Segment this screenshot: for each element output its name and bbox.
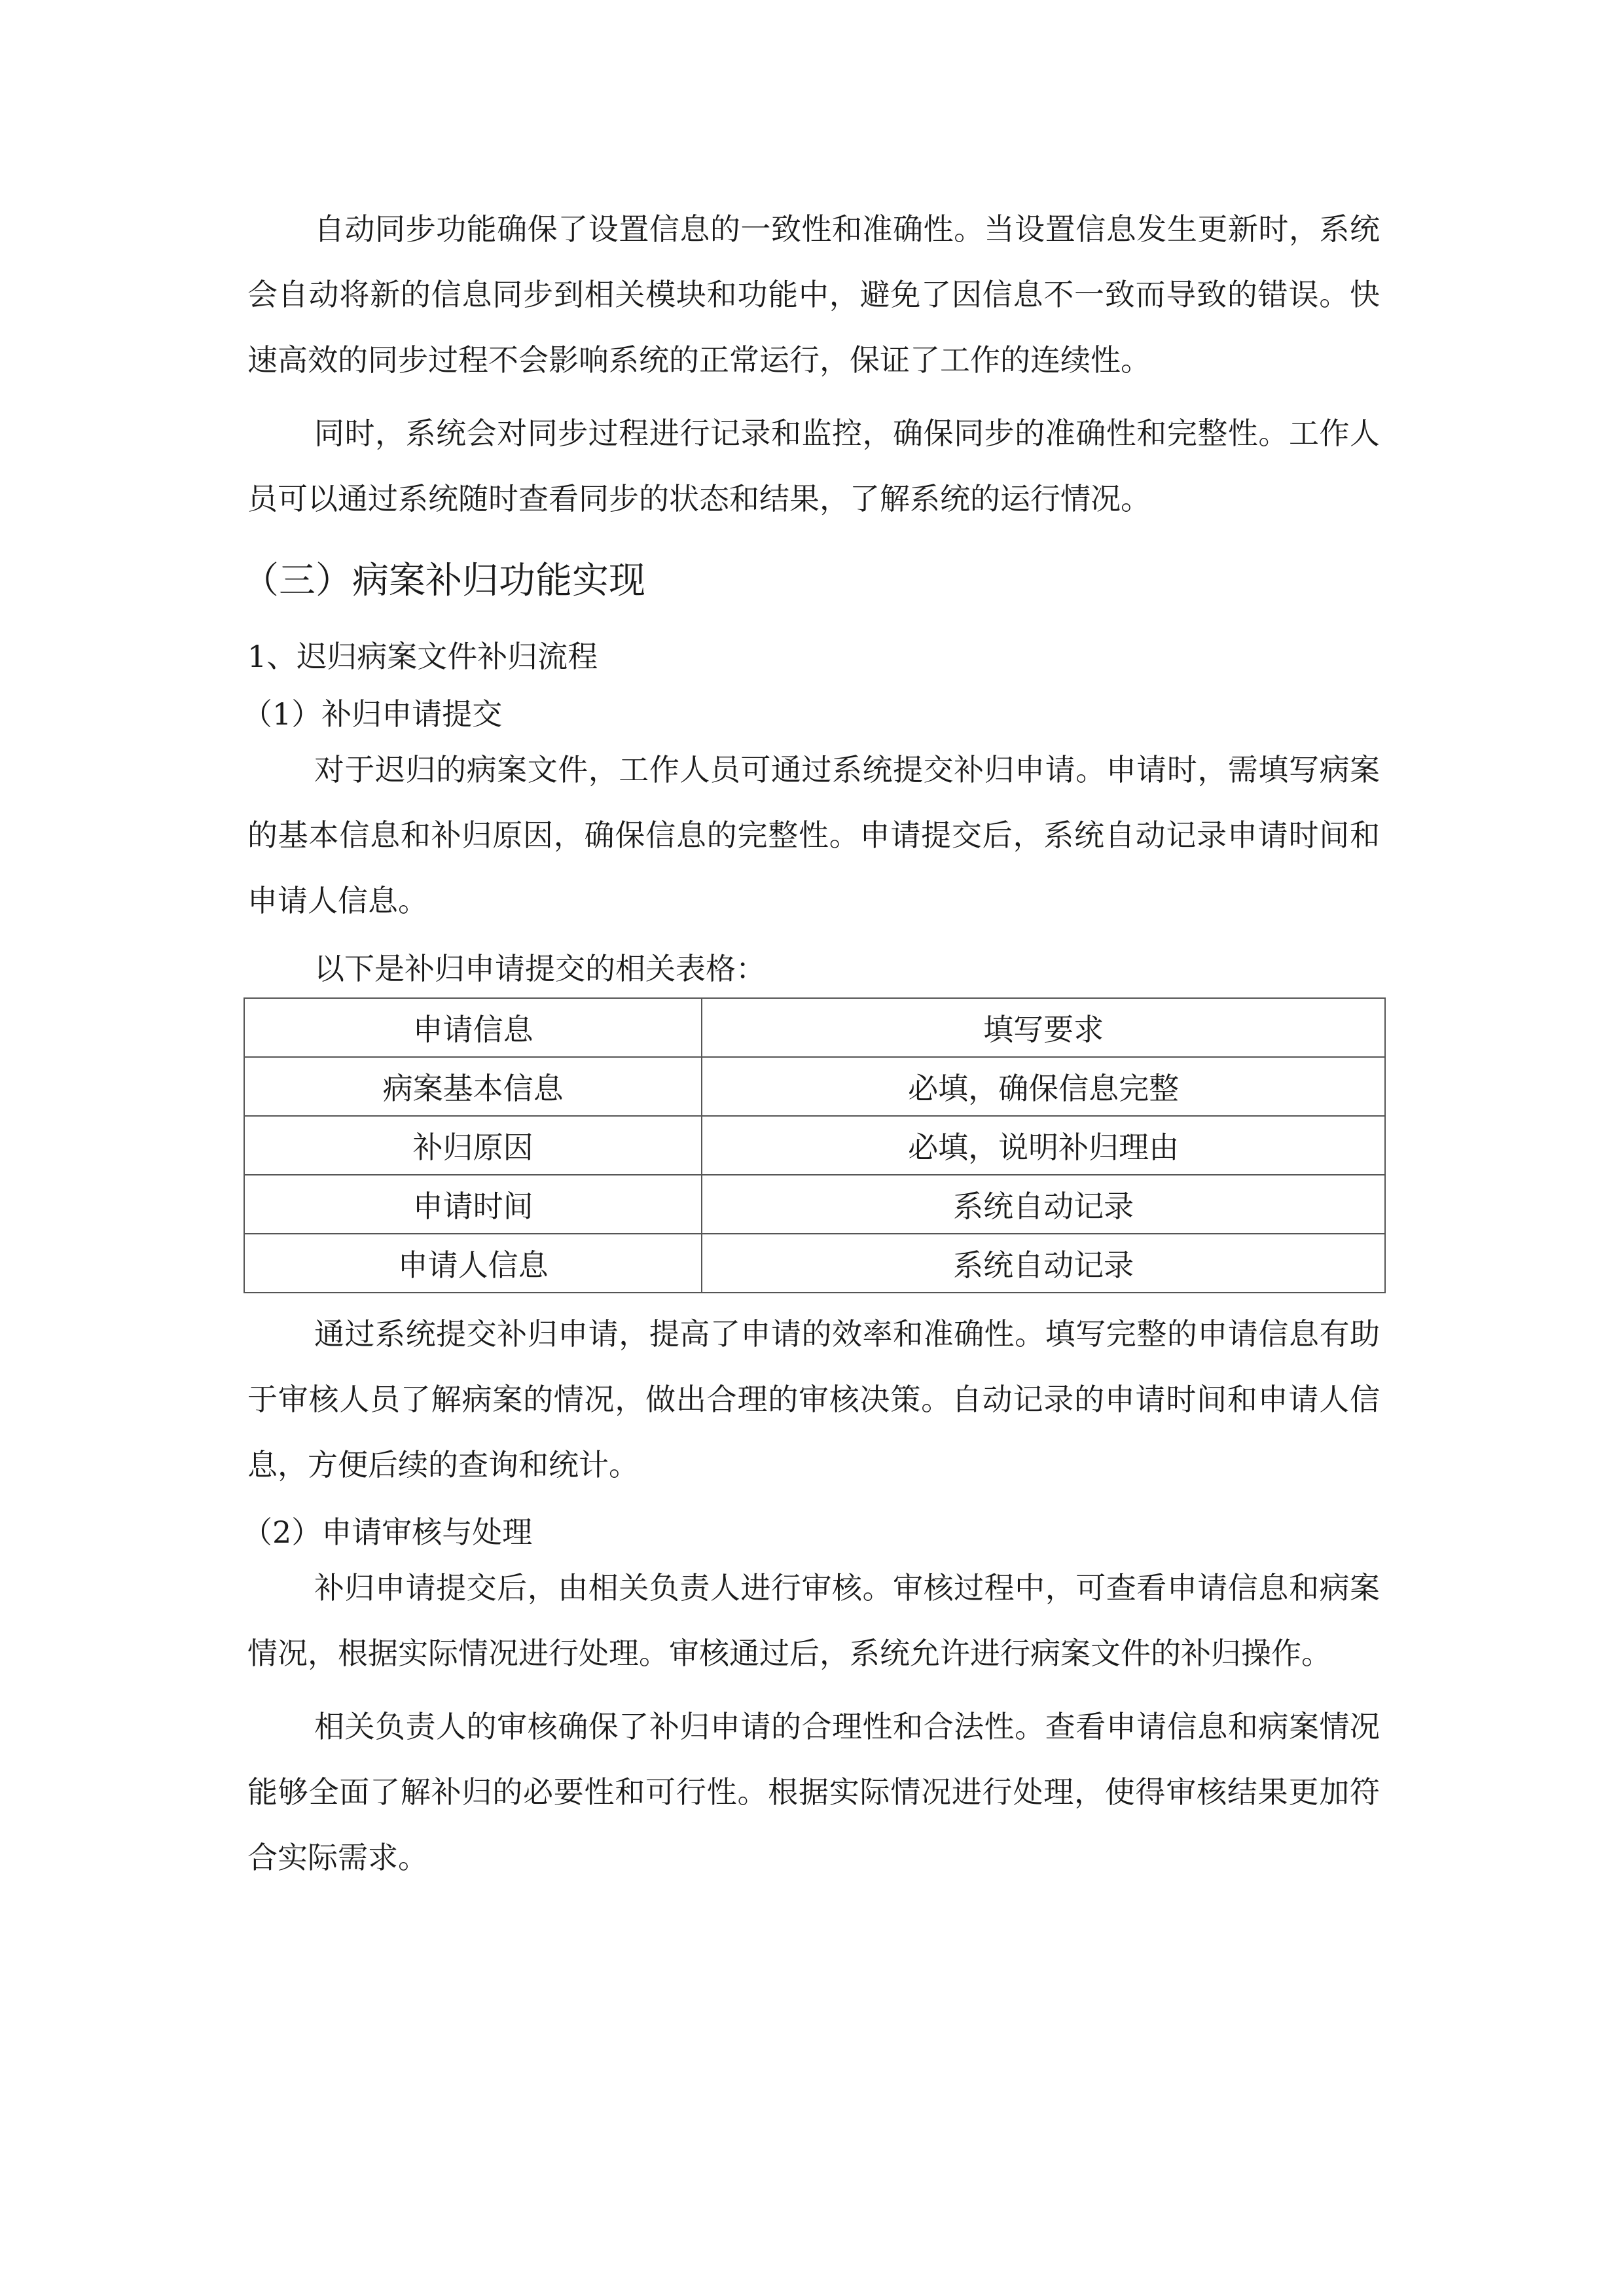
section-title: （三）病案补归功能实现 <box>242 560 645 602</box>
sub-title: 1、迟归病案文件补归流程 <box>247 639 598 674</box>
table-cell: 系统自动记录 <box>702 1234 1385 1293</box>
table-row <box>244 1057 1385 1116</box>
page-content <box>242 196 1380 1890</box>
table-cell: 必填，确保信息完整 <box>702 1057 1385 1116</box>
table-cell: 补归原因 <box>244 1116 702 1175</box>
table-header-cell: 申请信息 <box>244 998 702 1057</box>
paragraph-step1: 对于迟归的病案文件，工作人员可通过系统提交补归申请。申请时，需填写病案的基本信息和补归原因，确保信息的完整性。申请提交后，系统自动记录申请时间和申请人信息。 <box>247 752 1380 918</box>
table-cell: 系统自动记录 <box>702 1175 1385 1234</box>
table-row <box>244 1234 1385 1293</box>
table-cell: 申请时间 <box>244 1175 702 1234</box>
table-header-row <box>244 998 1385 1057</box>
table-row <box>244 1175 1385 1234</box>
paragraph-step2-reasoning: 相关负责人的审核确保了补归申请的合理性和合法性。查看申请信息和病案情况能够全面了解补归的必要性和可行性。根据实际情况进行处理，使得审核结果更加符合实际需求。 <box>247 1709 1380 1875</box>
step2-title: （2）申请审核与处理 <box>242 1515 533 1550</box>
table-row <box>244 1116 1385 1175</box>
table-header-cell: 填写要求 <box>702 998 1385 1057</box>
paragraph-sync-monitoring: 同时，系统会对同步过程进行记录和监控，确保同步的准确性和完整性。工作人员可以通过系统随时查看同步的状态和结果，了解系统的运行情况。 <box>247 416 1380 516</box>
table-cell: 必填，说明补归理由 <box>702 1116 1385 1175</box>
step1-title: （1）补归申请提交 <box>242 696 503 732</box>
paragraph-after-table: 通过系统提交补归申请，提高了申请的效率和准确性。填写完整的申请信息有助于审核人员了解病案的情况，做出合理的审核决策。自动记录的申请时间和申请人信息，方便后续的查询和统计。 <box>247 1316 1380 1482</box>
paragraph-step2-review: 补归申请提交后，由相关负责人进行审核。审核过程中，可查看申请信息和病案情况，根据实际情况进行处理。审核通过后，系统允许进行病案文件的补归操作。 <box>247 1570 1380 1671</box>
requirements-table <box>244 997 1386 1293</box>
table-cell: 病案基本信息 <box>244 1057 702 1116</box>
table-intro: 以下是补归申请提交的相关表格： <box>314 951 766 986</box>
table-cell: 申请人信息 <box>244 1234 702 1293</box>
paragraph-sync-consistency: 自动同步功能确保了设置信息的一致性和准确性。当设置信息发生更新时，系统会自动将新的信息同步到相关模块和功能中，避免了因信息不一致而导致的错误。快速高效的同步过程不会影响系统的正常运行，保证了工作的连续性。 <box>247 211 1380 378</box>
